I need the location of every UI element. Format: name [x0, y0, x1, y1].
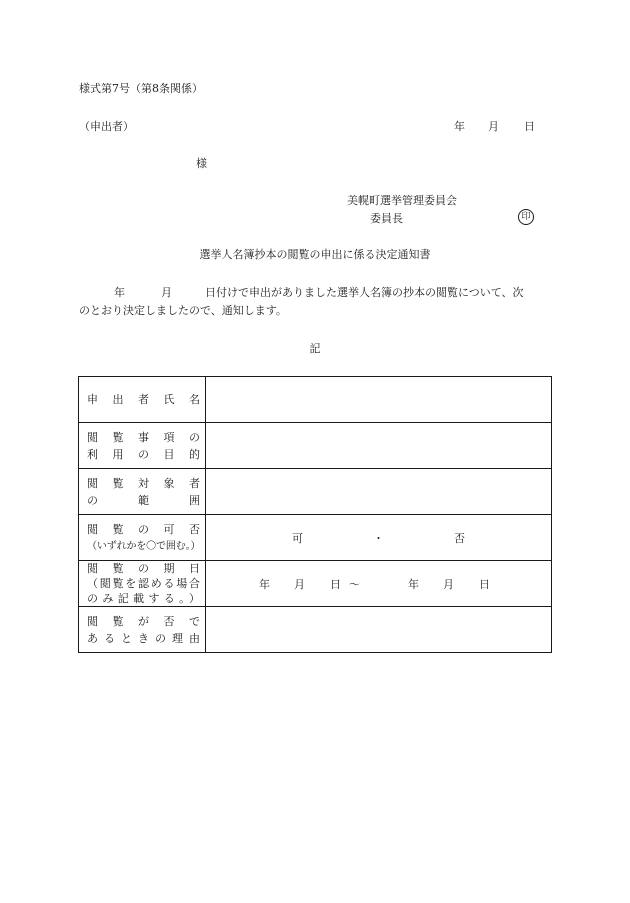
value-applicant-name[interactable]: [206, 377, 552, 423]
form-number: 様式第7号（第8条関係）: [79, 82, 203, 95]
value-purpose[interactable]: [206, 423, 552, 469]
decision-table: [78, 376, 552, 653]
body-paragraph-line1: [79, 286, 524, 300]
period-month2: 月: [443, 577, 454, 591]
label-applicant-name: 申出者氏名: [79, 377, 206, 423]
approval-dot: ・: [373, 531, 384, 545]
table-row: [79, 607, 552, 653]
label-scope: 閲覧対象者 の範囲: [79, 469, 206, 515]
date-day: 日: [524, 120, 535, 133]
body-year: 年: [114, 286, 125, 299]
body-month: 月: [161, 286, 172, 299]
table-row: [79, 469, 552, 515]
table-row: [79, 377, 552, 423]
period-month1: 月: [294, 577, 305, 591]
body-paragraph-line2: のとおり決定しましたので、通知します。: [79, 304, 287, 317]
chairman-label: 委員長: [370, 212, 403, 225]
ki-heading: 記: [309, 342, 321, 355]
value-period[interactable]: [206, 561, 552, 607]
table-row: [79, 561, 552, 607]
label-denial-reason: 閲覧が否で あるときの理由: [79, 607, 206, 653]
value-denial-reason[interactable]: [206, 607, 552, 653]
honorific-sama: 様: [196, 157, 207, 170]
body-text-1: 日付けで申出がありました選挙人名簿の抄本の閲覧について、次: [205, 286, 524, 299]
table-row: [79, 515, 552, 561]
date-year: 年: [454, 120, 465, 133]
approval-no[interactable]: 否: [454, 531, 465, 545]
period-day2: 日: [479, 577, 490, 591]
applicant-label: （申出者）: [79, 120, 134, 133]
period-tilde: ～: [349, 577, 360, 591]
label-purpose: 閲覧事項の 利用の目的: [79, 423, 206, 469]
date-month: 月: [488, 120, 499, 133]
period-year1: 年: [259, 577, 270, 591]
table-row: [79, 423, 552, 469]
value-approval[interactable]: [206, 515, 552, 561]
committee-name: 美幌町選挙管理委員会: [347, 194, 457, 207]
value-scope[interactable]: [206, 469, 552, 515]
period-day1: 日: [330, 577, 341, 591]
label-period: 閲覧の期日 （閲覧を認める場合 のみ記載する。）: [79, 561, 206, 607]
period-year2: 年: [408, 577, 419, 591]
approval-yes[interactable]: 可: [292, 531, 303, 545]
seal-mark: 印: [518, 209, 534, 225]
label-approval: 閲覧の可否 （いずれかを〇で囲む。）: [79, 515, 206, 561]
document-title: 選挙人名簿抄本の閲覧の申出に係る決定通知書: [199, 248, 431, 261]
